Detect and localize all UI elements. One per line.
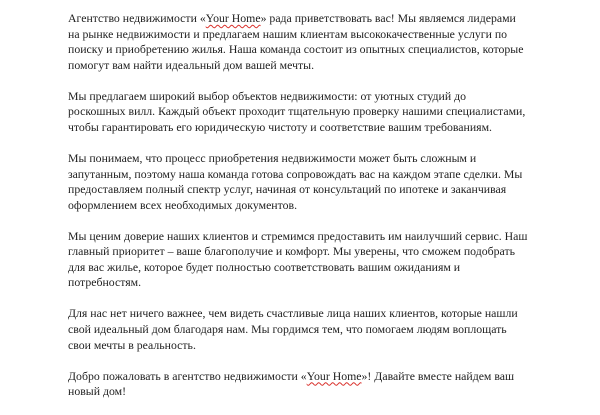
text-run: свои мечты в реальность. (68, 337, 196, 352)
text-run: предоставляем полный спектр услуг, начиная от консультаций по ипотеке и заканчивая (68, 182, 507, 197)
text-line (68, 151, 560, 167)
text-run: Для нас нет ничего важнее, чем видеть счастливые лица наших клиентов, которые нашли (68, 306, 518, 321)
text-run: запутанным, поэтому наша команда готова сопровождать вас на каждом этапе сделки. Мы (68, 166, 523, 181)
text-run: »! Давайте вместе найдем ваш (361, 368, 515, 383)
paragraph-5 (68, 306, 560, 353)
text-run: Мы ценим доверие наших клиентов и стремимся предоставить им наилучший сервис. Наш (68, 228, 528, 243)
text-run: оформлением всех необходимых документов. (68, 197, 298, 212)
text-line (68, 120, 560, 136)
text-line (68, 369, 560, 385)
text-line (68, 167, 560, 183)
text-line (68, 322, 560, 338)
text-line (68, 42, 560, 58)
paragraph-2 (68, 89, 560, 136)
spellcheck-flagged-word: Your Home (306, 368, 362, 383)
text-line (68, 104, 560, 120)
text-line (68, 27, 560, 43)
paragraph-3 (68, 151, 560, 213)
text-run: новый дом! (68, 384, 127, 399)
text-run: для вас жилье, которое будет полностью соответствовать вашим ожиданиям и (68, 259, 461, 274)
text-line (68, 182, 560, 198)
text-run: чтобы гарантировать его юридическую чистоту и соответствие вашим требованиям. (68, 119, 492, 134)
text-run: Агентство недвижимости « (68, 11, 206, 25)
text-line (68, 260, 560, 276)
text-run: Добро пожаловать в агентство недвижимости « (68, 368, 307, 383)
text-line (68, 338, 560, 354)
text-run: роскошных вилл. Каждый объект проходит тщательную проверку нашими специалистами, (68, 104, 526, 119)
text-line (68, 11, 560, 27)
text-run: помогут вам найти идеальный дом вашей мечты. (68, 57, 315, 72)
paragraph-6 (68, 369, 560, 400)
paragraph-1 (68, 11, 560, 73)
text-run: » рада приветствовать вас! Мы являемся лидерами (260, 11, 516, 25)
spellcheck-flagged-word: Your Home (205, 11, 261, 25)
text-run: Мы понимаем, что процесс приобретения недвижимости может быть сложным и (68, 150, 477, 165)
document-body[interactable] (68, 11, 560, 415)
text-run: поиску и приобретению жилья. Наша команда состоит из опытных специалистов, которые (68, 42, 524, 57)
text-line (68, 229, 560, 245)
text-line (68, 58, 560, 74)
text-line (68, 89, 560, 105)
text-line (68, 384, 560, 400)
text-run: Мы предлагаем широкий выбор объектов недвижимости: от уютных студий до (68, 88, 467, 103)
paragraph-4 (68, 229, 560, 291)
text-run: главный приоритет – ваше благополучие и комфорт. Мы уверены, что сможем подобрать (68, 244, 516, 259)
text-line (68, 198, 560, 214)
text-run: потребностям. (68, 275, 142, 290)
text-line (68, 306, 560, 322)
text-run: свой идеальный дом благодаря нам. Мы гордимся тем, что помогаем людям воплощать (68, 322, 507, 337)
text-line (68, 244, 560, 260)
text-line (68, 275, 560, 291)
text-run: на рынке недвижимости и предлагаем нашим клиентам высококачественные услуги по (68, 26, 508, 41)
